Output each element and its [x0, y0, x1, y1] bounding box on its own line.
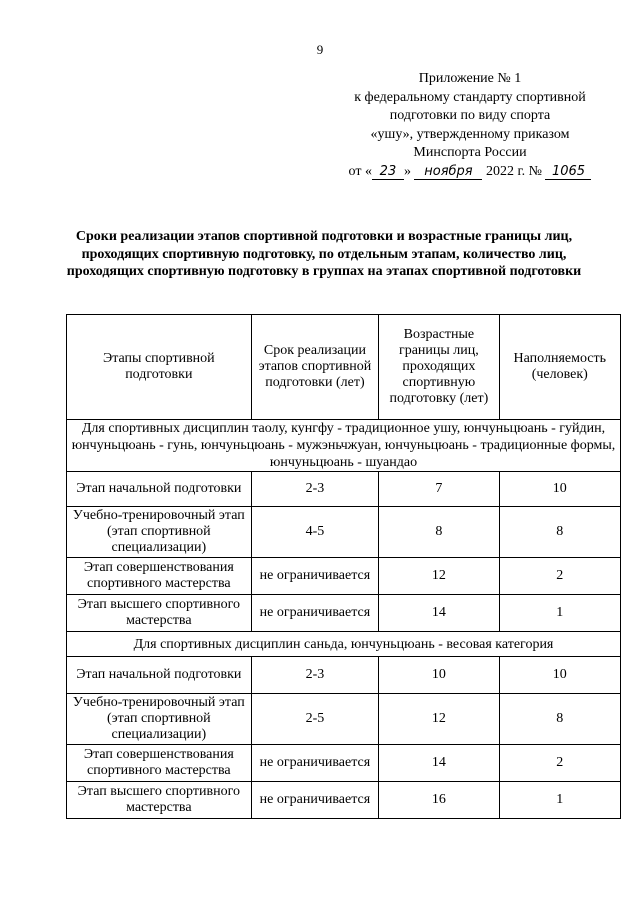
age-cell: 12 [379, 558, 499, 595]
appendix-line: к федеральному стандарту спортивной [354, 89, 586, 105]
appendix-line: «ушу», утвержденному приказом [370, 126, 570, 142]
column-header: Срок реализации этапов спортивной подготовки (лет) [251, 315, 379, 420]
date-mid: » [403, 163, 411, 179]
table-row [67, 558, 621, 595]
duration-cell: не ограничивается [251, 745, 379, 782]
age-cell: 10 [379, 657, 499, 694]
section-title: Для спортивных дисциплин таолу, кунгфу - традиционное ушу, юнчуньцюань - гуйдин, юнчуньцюань - гунь, юнчуньцюань - мужэньчжуан, юнчуньцюань - традиционные формы, юнчуньцюань - шуандао [67, 420, 621, 472]
age-cell: 7 [379, 472, 499, 507]
stage-cell: Этап совершенствования спортивного мастерства [67, 558, 252, 595]
handwritten-month: ноября [414, 165, 482, 180]
column-header: Этапы спортивной подготовки [67, 315, 252, 420]
capacity-cell: 2 [499, 558, 620, 595]
appendix-line: Минспорта России [413, 145, 527, 160]
capacity-cell: 10 [499, 472, 620, 507]
section-header-row [67, 632, 621, 657]
column-header: Наполняемость (человек) [499, 315, 620, 420]
handwritten-order-number: 1065 [545, 165, 591, 180]
stage-cell: Этап совершенствования спортивного мастерства [67, 745, 252, 782]
table-row [67, 472, 621, 507]
appendix-line: подготовки по виду спорта [389, 108, 551, 123]
stage-cell: Этап высшего спортивного мастерства [67, 782, 252, 819]
duration-cell: не ограничивается [251, 558, 379, 595]
age-cell: 14 [379, 595, 499, 632]
section-header-row [67, 420, 621, 472]
table-row [67, 595, 621, 632]
stage-cell: Учебно-тренировочный этап (этап спортивной специализации) [67, 507, 252, 558]
age-cell: 16 [379, 782, 499, 819]
duration-cell: не ограничивается [251, 782, 379, 819]
table-header-row [67, 315, 621, 420]
table-row [67, 507, 621, 558]
capacity-cell: 8 [499, 694, 620, 745]
capacity-cell: 1 [499, 595, 620, 632]
duration-cell: 2-3 [251, 657, 379, 694]
column-header: Возрастные границы лиц, проходящих спортивную подготовку (лет) [379, 315, 499, 420]
duration-cell: 2-3 [251, 472, 379, 507]
stage-cell: Этап начальной подготовки [67, 472, 252, 507]
stage-cell: Этап начальной подготовки [67, 657, 252, 694]
stages-table [66, 314, 621, 819]
date-prefix: от « [348, 163, 372, 179]
duration-cell: 4-5 [251, 507, 379, 558]
appendix-block [330, 70, 610, 181]
appendix-line: Приложение № 1 [418, 71, 522, 86]
table-row [67, 782, 621, 819]
page-number: 9 [316, 42, 324, 57]
table-row [67, 694, 621, 745]
capacity-cell: 1 [499, 782, 620, 819]
capacity-cell: 8 [499, 507, 620, 558]
capacity-cell: 10 [499, 657, 620, 694]
duration-cell: 2-5 [251, 694, 379, 745]
duration-cell: не ограничивается [251, 595, 379, 632]
document-title: Сроки реализации этапов спортивной подготовки и возрастные границы лиц, проходящих спортивную подготовку, по отдельным этапам, количество лиц, проходящих спортивную подготовку в группах на этапах спортивной подготовки [66, 229, 582, 279]
order-date-line [330, 163, 610, 182]
date-year: 2022 г. № [485, 163, 542, 179]
stage-cell: Этап высшего спортивного мастерства [67, 595, 252, 632]
capacity-cell: 2 [499, 745, 620, 782]
age-cell: 12 [379, 694, 499, 745]
age-cell: 8 [379, 507, 499, 558]
handwritten-day: 23 [372, 165, 404, 180]
age-cell: 14 [379, 745, 499, 782]
stage-cell: Учебно-тренировочный этап (этап спортивной специализации) [67, 694, 252, 745]
section-title: Для спортивных дисциплин саньда, юнчуньцюань - весовая категория [67, 632, 621, 657]
table-row [67, 745, 621, 782]
table-row [67, 657, 621, 694]
